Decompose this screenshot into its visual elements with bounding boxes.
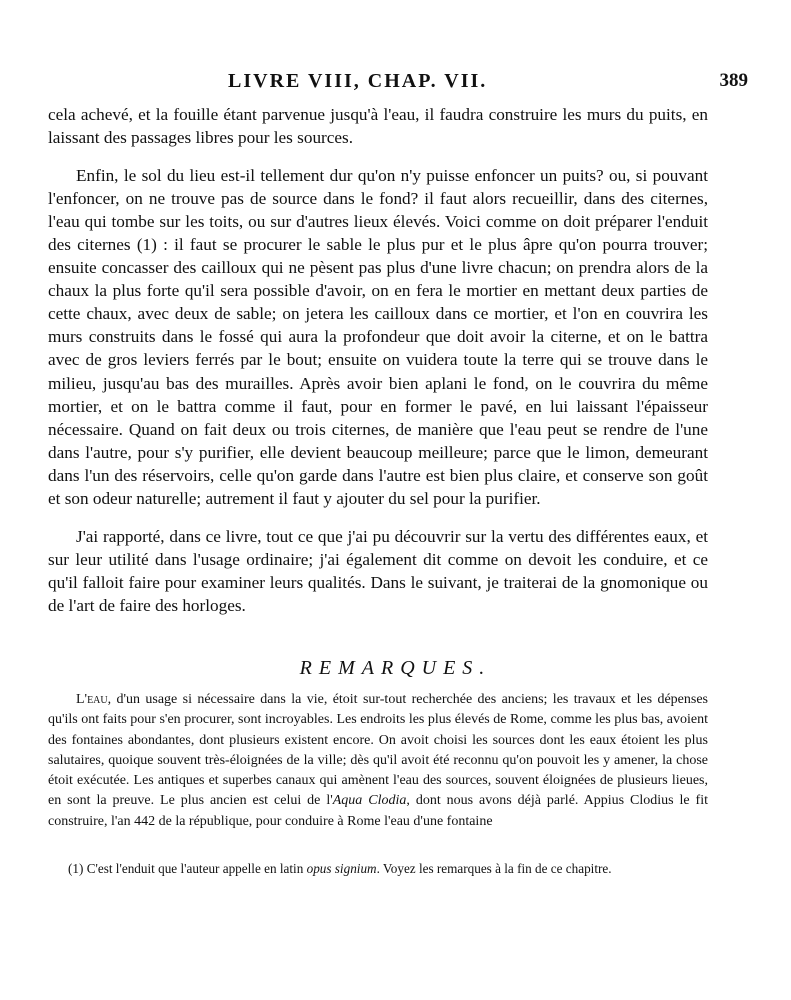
paragraph-citernes: Enfin, le sol du lieu est-il tellement dur qu'on n'y puisse enfoncer un puits? ou, si pouvant l'enfoncer, on ne trouve pas de source dans le fond? il faut alors recueillir, dans des citernes, l'eau qui tombe sur les toits, ou sur d'autres lieux élevés. Voici comme on doit préparer l'enduit des citernes (1) : il faut se procurer le sable le plus pur et le plus âpre qu'on pourra trouver; ensuite concasser des cailloux qui ne pèsent pas plus d'une livre chacun; on prendra alors de la chaux la plus forte qu'il sera possible d'avoir, on en fera le mortier en mettant deux parties de cette chaux, avec deux de sable; on jetera les cailloux dans ce mortier, et l'on en couvrira les murs construits dans le fossé qui aura la profondeur que doit avoir la citerne, et on le battra avec de gros leviers ferrés par le bout; ensuite on vuidera toute la terre qui se trouve dans le milieu, jusqu'au bas des murailles. Après avoir bien aplani le fond, on le couvrira du même mortier, et on le battra comme il faut, pour en former le pavé, en lui laissant l'épaisseur nécessaire. Quand on fait deux ou trois citernes, de manière que l'eau peut se rendre de l'une dans l'autre, pour s'y purifier, elle devient beaucoup meilleure; parce que le limon, demeurant dans l'un des réservoirs, celle qu'on garde dans l'autre est bien plus claire, et conserve son goût et son odeur naturelle; autrement il faut y ajouter du sel pour la purifier.	[48, 166, 708, 508]
footnote-text-after: . Voyez les remarques à la fin de ce chapitre.	[376, 861, 612, 876]
page-number: 389	[719, 70, 748, 91]
remarques-text: , d'un usage si nécessaire dans la vie, étoit sur-tout recherchée des anciens; les travaux et les dépenses qu'ils ont faits pour s'en procurer, sont incroyables. Les endroits les plus élevés de Rome, comme les plus bas, avoient des fontaines abondantes, dont plusieurs existent encore. On avoit choisi les sources dont les eaux étoient les plus salutaires, quoique souvent très-éloignées de la ville; dès qu'il avoit été reconnu qu'on pouvoit les y amener, la chose étoit exécutée. Les antiques et superbes canaux qui amènent l'eau des sources, souvent éloignées de plusieurs lieues, en sont la preuve. Le plus ancien est celui de l'	[48, 692, 708, 809]
footnote-marker: (1)	[68, 861, 84, 876]
remarques-lead: L'eau	[76, 692, 108, 707]
footnote-text: C'est l'enduit que l'auteur appelle en latin	[86, 861, 304, 876]
main-text	[48, 103, 708, 632]
running-title: LIVRE VIII, CHAP. VII.	[228, 70, 488, 92]
remarques-heading: REMARQUES.	[299, 657, 492, 679]
remarques-paragraph	[48, 690, 708, 832]
footnote	[68, 860, 708, 878]
running-head	[48, 70, 748, 98]
paragraph-conclusion: J'ai rapporté, dans ce livre, tout ce que j'ai pu découvrir sur la vertu des différentes eaux, et sur leur utilité dans l'usage ordinaire; j'ai également dit comme on devoit les conduire, et ce qu'il falloit faire pour examiner leurs qualités. Dans le suivant, je traiterai de la gnomonique ou de l'art de faire des horloges.	[48, 526, 708, 615]
remarques-text-after: , dont nous avons déjà parlé. Appius Clodius le fit construire, l'an 442 de la république, pour conduire à Rome l'eau d'une fontaine	[48, 793, 708, 829]
footnote-latin-term: opus signium	[306, 861, 377, 876]
paragraph-continuation: cela achevé, et la fouille étant parvenue jusqu'à l'eau, il faudra construire les murs du puits, en laissant des passages libres pour les sources.	[48, 105, 708, 148]
aqua-clodia-term: Aqua Clodia	[332, 793, 407, 809]
